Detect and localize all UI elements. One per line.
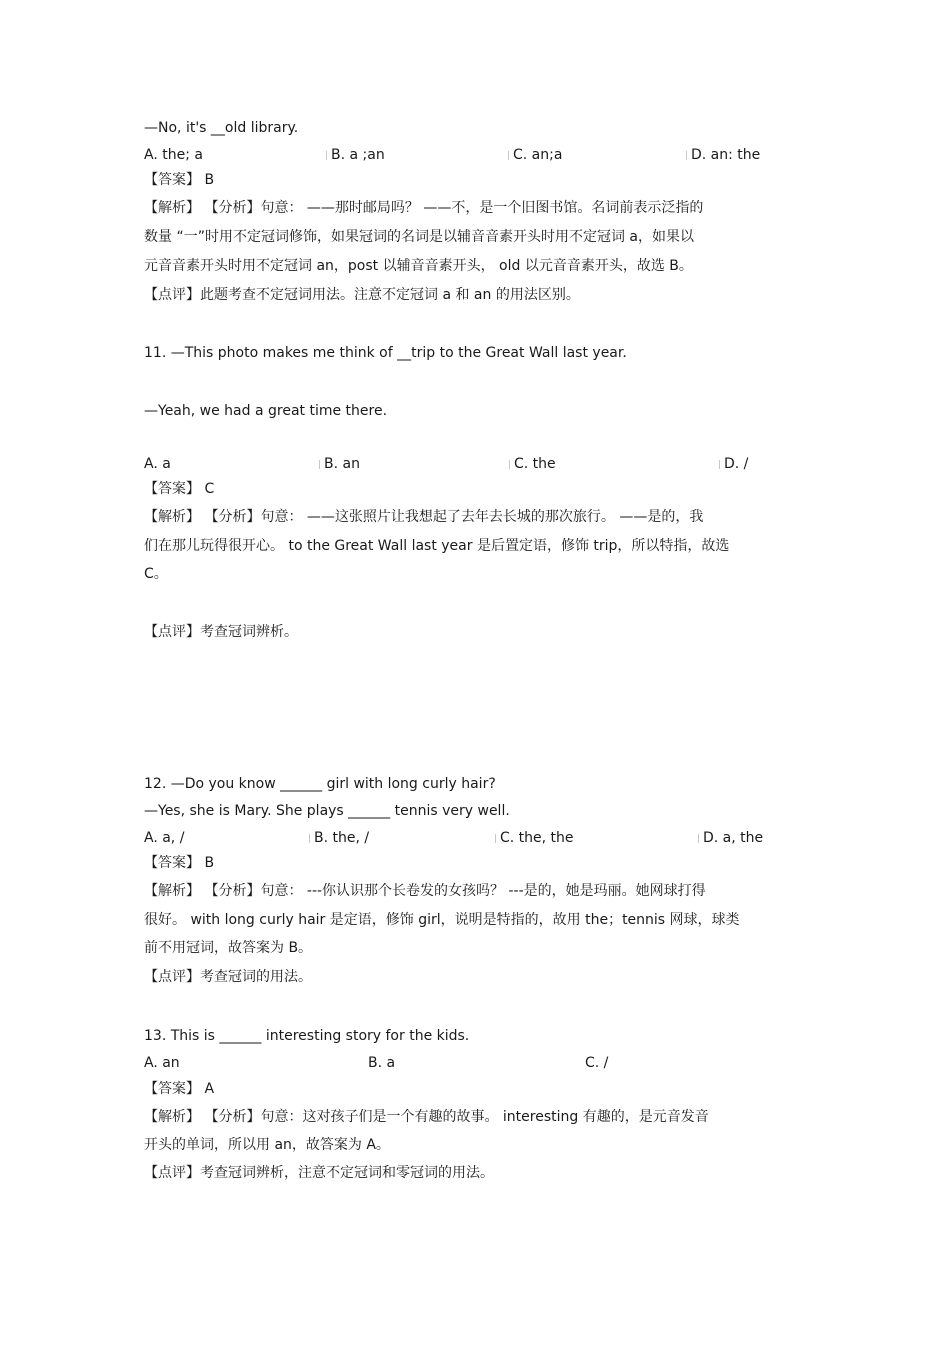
q12-stem: 12. —Do you know ______ girl with long curly hair? — [144, 776, 496, 792]
q12-reply: —Yes, she is Mary. She plays ______ tennis very well. — [144, 803, 510, 819]
q11-option-a: A. a — [144, 456, 171, 472]
q13-option-b: B. a — [368, 1055, 396, 1071]
q10-comment: 【点评】此题考查不定冠词用法。注意不定冠词 a 和 an 的用法区别。 — [144, 287, 580, 303]
q12-analysis-line-2: 很好。 with long curly hair 是定语，修饰 girl，说明是特指的，故用 the；tennis 网球，球类 — [144, 912, 740, 928]
option-separator — [495, 834, 496, 843]
q11-comment: 【点评】考查冠词辨析。 — [144, 624, 298, 640]
q13-stem: 13. This is ______ interesting story for the kids. — [144, 1028, 470, 1044]
q13-comment: 【点评】考查冠词辨析，注意不定冠词和零冠词的用法。 — [144, 1165, 494, 1181]
q12-comment: 【点评】考查冠词的用法。 — [144, 969, 312, 985]
q10-analysis-line-3: 元音音素开头时用不定冠词 an，post 以辅音音素开头， old 以元音音素开头，故选 B。 — [144, 258, 693, 274]
q11-answer: 【答案】 C — [144, 481, 215, 497]
q11-analysis-line-2: 们在那儿玩得很开心。 to the Great Wall last year 是后置定语，修饰 trip，所以特指，故选 — [144, 538, 730, 554]
q13-option-a: A. an — [144, 1055, 180, 1071]
q10-analysis-line-2: 数量 “一”时用不定冠词修饰，如果冠词的名词是以辅音音素开头时用不定冠词 a，如果以 — [144, 229, 694, 245]
q12-option-a: A. a, / — [144, 830, 185, 846]
option-separator — [719, 460, 720, 469]
q12-option-c: C. the, the — [500, 830, 574, 846]
q11-option-c: C. the — [514, 456, 556, 472]
option-separator — [508, 151, 509, 160]
q11-option-d: D. / — [724, 456, 749, 472]
q11-analysis-line-1: 【解析】 【分析】句意： ——这张照片让我想起了去年去长城的那次旅行。 ——是的，我 — [144, 509, 704, 525]
q10-analysis-line-1: 【解析】 【分析】句意： ——那时邮局吗？ ——不，是一个旧图书馆。名词前表示泛指的 — [144, 200, 704, 216]
q13-analysis-line-2: 开头的单词，所以用 an，故答案为 A。 — [144, 1137, 390, 1153]
option-separator — [319, 460, 320, 469]
q10-option-d: D. an: the — [691, 147, 761, 163]
q12-analysis-line-3: 前不用冠词，故答案为 B。 — [144, 940, 313, 956]
q13-answer: 【答案】 A — [144, 1081, 215, 1097]
option-separator — [326, 151, 327, 160]
q10-answer: 【答案】 B — [144, 172, 215, 188]
q12-option-b: B. the, / — [314, 830, 370, 846]
q10-stem: —No, it's __old library. — [144, 120, 299, 136]
q13-analysis-line-1: 【解析】 【分析】句意：这对孩子们是一个有趣的故事。 interesting 有趣的，是元音发音 — [144, 1109, 709, 1125]
q12-answer: 【答案】 B — [144, 855, 215, 871]
q10-option-c: C. an;a — [513, 147, 563, 163]
q12-option-d: D. a, the — [703, 830, 764, 846]
q11-reply: —Yeah, we had a great time there. — [144, 403, 388, 419]
q11-stem: 11. —This photo makes me think of __trip to the Great Wall last year. — [144, 345, 627, 361]
option-separator — [509, 460, 510, 469]
option-separator — [686, 151, 687, 160]
q11-option-b: B. an — [324, 456, 360, 472]
option-separator — [698, 834, 699, 843]
q10-option-b: B. a ;an — [331, 147, 385, 163]
q13-option-c: C. / — [585, 1055, 609, 1071]
q10-option-a: A. the; a — [144, 147, 203, 163]
q11-analysis-line-3: C。 — [144, 566, 168, 582]
q12-analysis-line-1: 【解析】 【分析】句意： ---你认识那个长卷发的女孩吗？ ---是的，她是玛丽。她网球打得 — [144, 883, 706, 899]
option-separator — [309, 834, 310, 843]
